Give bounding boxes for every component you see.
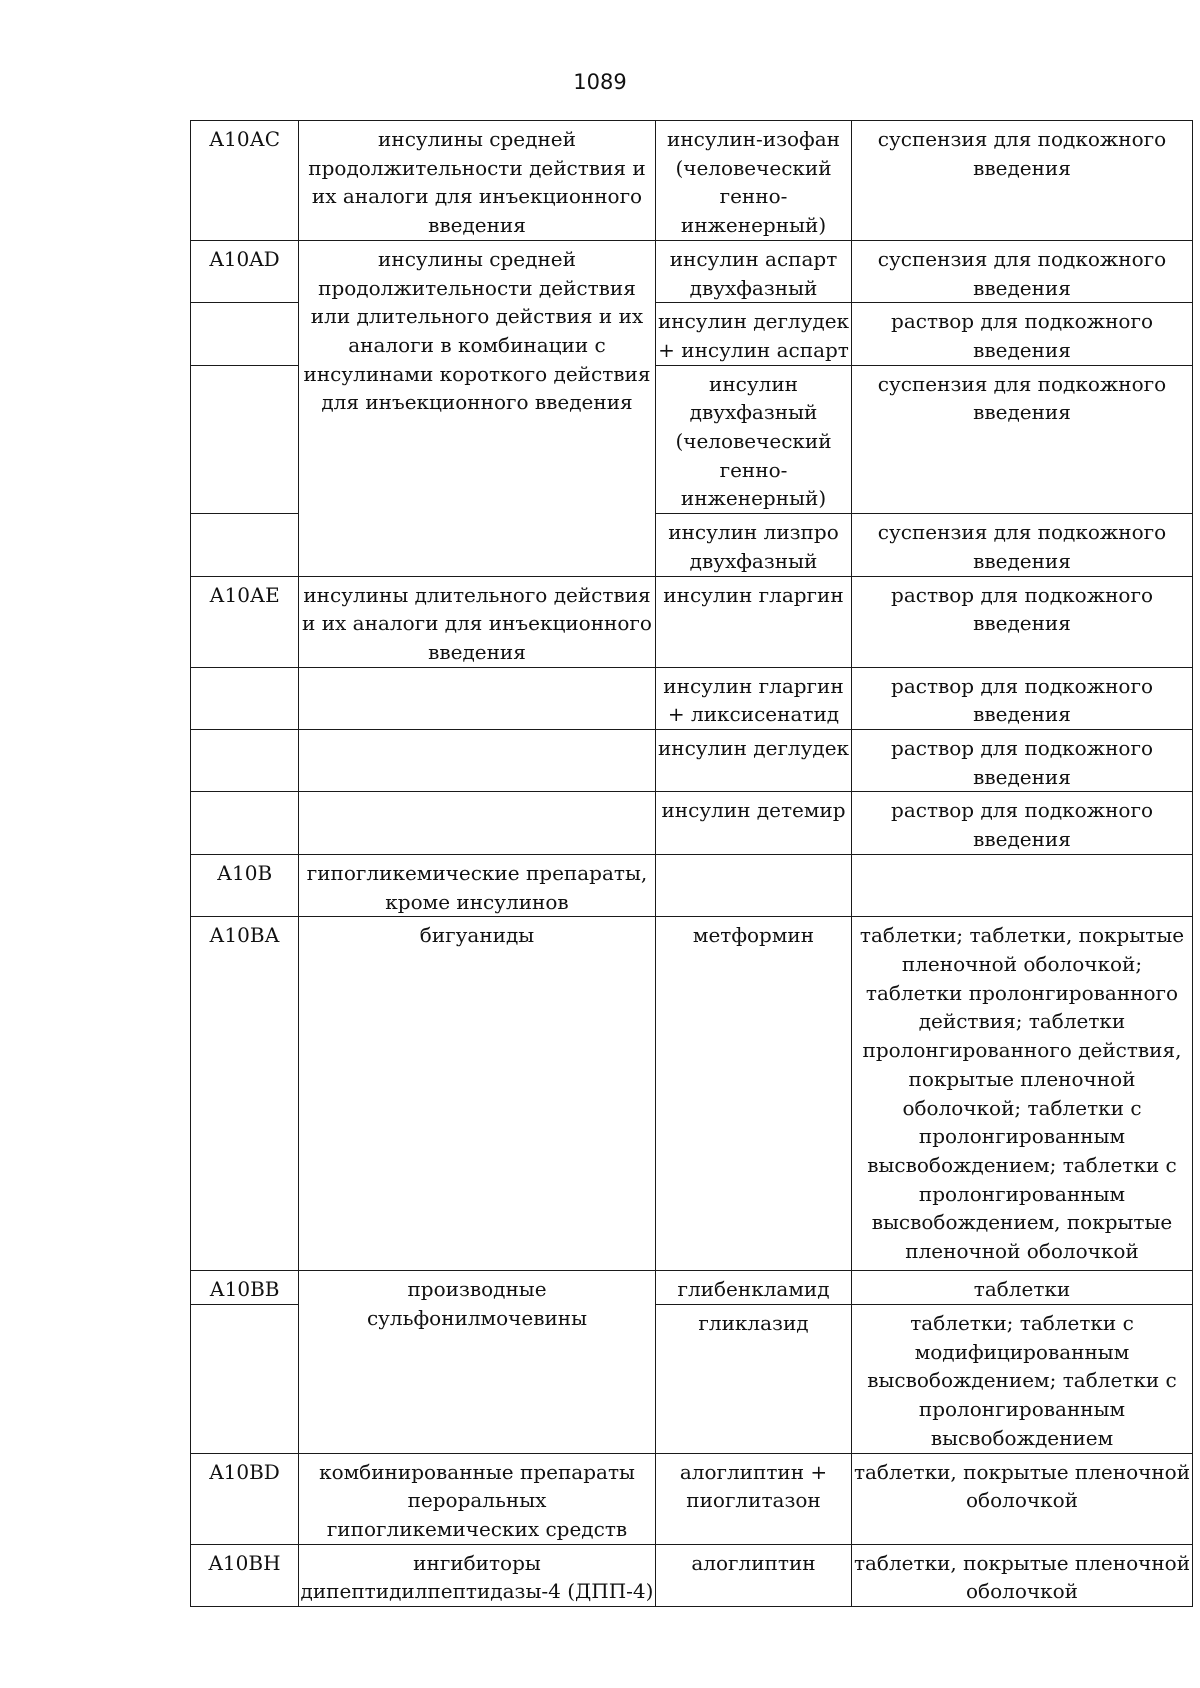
dosage-form-cell: раствор для подкожного введения [852, 792, 1193, 854]
group-name-cell [299, 792, 656, 854]
substance-cell: алоглиптин + пиоглитазон [656, 1453, 852, 1544]
atc-code-cell [191, 730, 299, 792]
atc-code-cell: А10АЕ [191, 576, 299, 667]
group-name-cell: производные сульфонилмочевины [299, 1271, 656, 1453]
substance-cell: инсулин гларгин [656, 576, 852, 667]
dosage-form-cell [852, 854, 1193, 916]
atc-classification-table [190, 120, 1193, 1607]
substance-cell: инсулин детемир [656, 792, 852, 854]
atc-code-cell [191, 514, 299, 576]
table-row [191, 917, 1193, 1271]
dosage-form-cell: раствор для подкожного введения [852, 730, 1193, 792]
group-name-cell: бигуаниды [299, 917, 656, 1271]
atc-code-cell: A10AD [191, 240, 299, 302]
dosage-form-cell: суспензия для подкожного введения [852, 121, 1193, 241]
substance-cell: инсулин деглудек [656, 730, 852, 792]
dosage-form-cell: суспензия для подкожного введения [852, 365, 1193, 514]
atc-code-cell [191, 365, 299, 514]
atc-code-cell: А10ВА [191, 917, 299, 1271]
substance-cell: инсулин деглудек + инсулин аспарт [656, 303, 852, 365]
atc-code-cell [191, 1304, 299, 1453]
substance-cell: метформин [656, 917, 852, 1271]
dosage-form-cell: таблетки, покрытые пленочной оболочкой [852, 1453, 1193, 1544]
table-row [191, 240, 1193, 302]
atc-code-cell: А10ВВ [191, 1271, 299, 1305]
dosage-form-cell: таблетки, покрытые пленочной оболочкой [852, 1544, 1193, 1606]
group-name-cell: инсулины длительного действия и их аналоги для инъекционного введения [299, 576, 656, 667]
group-name-cell: гипогликемические препараты, кроме инсулинов [299, 854, 656, 916]
substance-cell: инсулин-изофан (человеческий генно-инженерный) [656, 121, 852, 241]
substance-cell: гликлазид [656, 1304, 852, 1453]
table-body [191, 121, 1193, 1607]
table-row [191, 1271, 1193, 1305]
dosage-form-cell: таблетки; таблетки с модифицированным высвобождением; таблетки с пролонгированным высвобождением [852, 1304, 1193, 1453]
dosage-form-cell: раствор для подкожного введения [852, 303, 1193, 365]
substance-cell: глибенкламид [656, 1271, 852, 1305]
table-row [191, 792, 1193, 854]
group-name-cell: инсулины средней продолжительности действия или длительного действия и их аналоги в комбинации с инсулинами короткого действия для инъекционного введения [299, 240, 656, 576]
dosage-form-cell: раствор для подкожного введения [852, 576, 1193, 667]
table-row [191, 576, 1193, 667]
substance-cell: инсулин аспарт двухфазный [656, 240, 852, 302]
table-row [191, 121, 1193, 241]
substance-cell: инсулин гларгин + ликсисенатид [656, 667, 852, 729]
page-number: 1089 [573, 70, 627, 94]
dosage-form-cell: раствор для подкожного введения [852, 667, 1193, 729]
dosage-form-cell: таблетки; таблетки, покрытые пленочной оболочкой; таблетки пролонгированного действия; таблетки пролонгированного действия, покрытые пленочной оболочкой; таблетки с пролонгированным высвобождением; таблетки с пролонгированным высвобождением, покрытые пленочной оболочкой [852, 917, 1193, 1271]
group-name-cell [299, 667, 656, 729]
atc-code-cell: А10В [191, 854, 299, 916]
table-row [191, 1544, 1193, 1606]
atc-code-cell: A10BD [191, 1453, 299, 1544]
atc-code-cell [191, 303, 299, 365]
substance-cell: инсулин двухфазный (человеческий генно-инженерный) [656, 365, 852, 514]
group-name-cell [299, 730, 656, 792]
substance-cell: инсулин лизпро двухфазный [656, 514, 852, 576]
dosage-form-cell: таблетки [852, 1271, 1193, 1305]
atc-code-cell: А10АС [191, 121, 299, 241]
table-row [191, 854, 1193, 916]
table-row [191, 1453, 1193, 1544]
table-row [191, 730, 1193, 792]
table-row [191, 667, 1193, 729]
dosage-form-cell: суспензия для подкожного введения [852, 514, 1193, 576]
dosage-form-cell: суспензия для подкожного введения [852, 240, 1193, 302]
group-name-cell: инсулины средней продолжительности действия и их аналоги для инъекционного введения [299, 121, 656, 241]
atc-code-cell [191, 792, 299, 854]
atc-code-cell: A10BH [191, 1544, 299, 1606]
group-name-cell: ингибиторы дипептидилпептидазы-4 (ДПП-4) [299, 1544, 656, 1606]
substance-cell: алоглиптин [656, 1544, 852, 1606]
substance-cell [656, 854, 852, 916]
group-name-cell: комбинированные препараты пероральных гипогликемических средств [299, 1453, 656, 1544]
atc-code-cell [191, 667, 299, 729]
